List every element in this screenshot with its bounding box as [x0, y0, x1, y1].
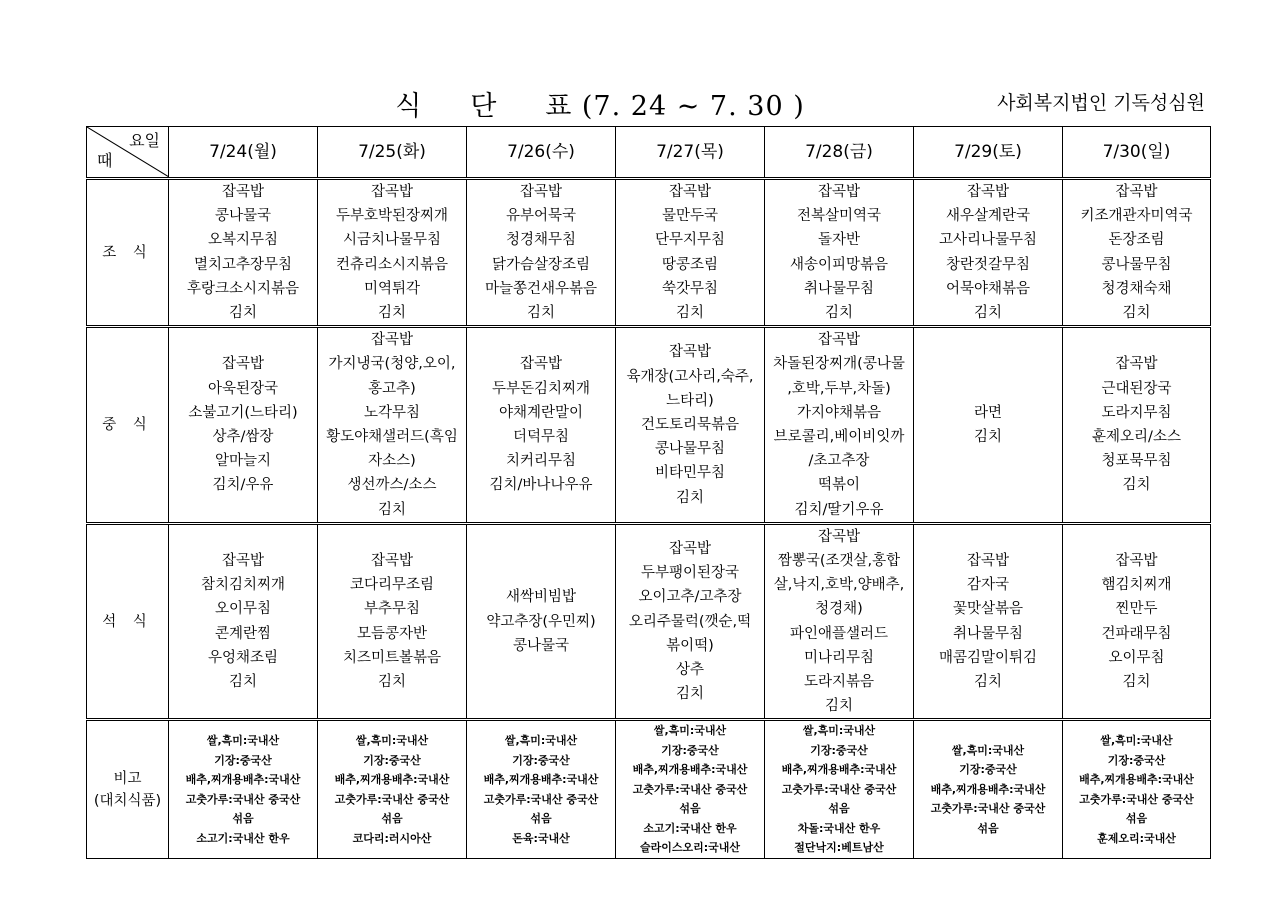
menu-item: 떡볶이	[817, 477, 861, 494]
menu-cell	[318, 179, 467, 327]
menu-item: 닭가슴살장조림	[491, 256, 591, 273]
origin-line: 배추,찌개용배추:국내산	[930, 782, 1046, 796]
menu-item: 도라지무침	[1101, 404, 1172, 421]
menu-item: 오복지무침	[207, 232, 279, 249]
origin-line: 기장:중국산	[810, 743, 868, 757]
menu-item: 잡곡밥	[966, 553, 1010, 570]
menu-item: 참치김치찌개	[200, 577, 286, 594]
menu-item: 잡곡밥	[668, 184, 712, 200]
menu-item: 가지야채볶음	[796, 404, 882, 421]
origin-line: 기장:중국산	[1107, 753, 1166, 767]
menu-item: 육개장(고사리,숙주,	[626, 368, 754, 385]
origin-line: 섞음	[679, 802, 701, 816]
origin-line: 고춧가루:국내산 중국산	[930, 802, 1046, 816]
menu-item: 잡곡밥	[1115, 184, 1158, 200]
origin-line: 섞음	[530, 812, 552, 826]
origin-cell	[467, 720, 616, 859]
menu-item: 새우살계란국	[945, 208, 1031, 225]
menu-cell	[914, 179, 1063, 327]
origin-line: 배추,찌개용배추:국내산	[632, 763, 748, 777]
menu-cell	[914, 523, 1063, 720]
menu-item: 김치/바나나우유	[489, 477, 593, 494]
menu-item: 청경채숙채	[1101, 280, 1172, 297]
meal-label: 석 식	[87, 523, 169, 720]
day-header: 7/29(토)	[914, 127, 1063, 179]
origin-line: 돈육:국내산	[512, 831, 570, 845]
meal-label: 조 식	[87, 179, 169, 327]
menu-item: 매콤김말이튀김	[938, 649, 1038, 666]
menu-item: 전복살미역국	[796, 208, 882, 225]
menu-item: 청경채무침	[505, 232, 577, 249]
menu-item: 잡곡밥	[370, 332, 414, 349]
menu-cell	[169, 523, 318, 720]
menu-item: 건도토리묵볶음	[640, 416, 740, 433]
menu-cell	[765, 327, 914, 524]
menu-item: 잡곡밥	[1115, 553, 1158, 570]
menu-cell	[616, 327, 765, 524]
origin-line: 쌀,흑미:국내산	[802, 724, 876, 738]
menu-item: 김치	[1122, 477, 1151, 494]
menu-item: 오리주물럭(깻순,떡	[628, 613, 752, 630]
menu-cell	[467, 327, 616, 524]
menu-item: 알마늘지	[214, 453, 272, 470]
menu-item: 콩나물국	[512, 637, 570, 654]
menu-item: 잡곡밥	[966, 184, 1010, 200]
menu-item: 김치	[973, 305, 1002, 322]
menu-item: 살,낙지,호박,양배추,	[773, 577, 905, 594]
menu-item: 훈제오리/소스	[1092, 429, 1181, 446]
meal-label: 중 식	[87, 327, 169, 524]
menu-item: ,호박,두부,차돌)	[787, 380, 891, 397]
menu-item: 라면	[973, 404, 1002, 421]
origin-line: 고춧가루:국내산 중국산	[185, 792, 301, 806]
origin-line: 코다리:러시아산	[352, 831, 432, 845]
menu-item: 잡곡밥	[817, 528, 861, 545]
menu-item: 잡곡밥	[370, 553, 414, 570]
origin-line: 고춧가루:국내산 중국산	[334, 792, 450, 806]
origin-cell	[765, 720, 914, 859]
day-header: 7/30(일)	[1063, 127, 1211, 179]
menu-item: 짬뽕국(조갯살,홍합	[777, 553, 901, 570]
origin-line: 배추,찌개용배추:국내산	[1079, 773, 1194, 787]
menu-item: 볶이떡)	[666, 637, 714, 654]
menu-item: 치즈미트볼볶음	[342, 649, 442, 666]
menu-item: 황도야채샐러드(흑임	[326, 429, 458, 446]
menu-item: 파인애플샐러드	[789, 625, 889, 642]
menu-item: 치커리무침	[505, 453, 577, 470]
menu-item: 잡곡밥	[221, 553, 265, 570]
origin-line: 섞음	[381, 812, 403, 826]
menu-item: 잡곡밥	[817, 332, 861, 349]
menu-item: 미나리무침	[803, 649, 875, 666]
menu-item: 김치	[675, 686, 704, 703]
menu-cell	[616, 523, 765, 720]
menu-item: 김치	[377, 674, 406, 691]
menu-item: 청포묵무침	[1101, 453, 1172, 470]
menu-item: 김치	[1122, 674, 1151, 691]
menu-item: 새송이피망볶음	[789, 256, 889, 273]
lunch-row	[87, 327, 1211, 524]
menu-item: 새싹비빔밥	[505, 589, 577, 606]
notes-row	[87, 720, 1211, 859]
menu-item: 두부돈김치찌개	[491, 380, 591, 397]
notes-label-line: (대치식품)	[93, 792, 162, 809]
origin-line: 배추,찌개용배추:국내산	[185, 773, 301, 787]
origin-line: 차돌:국내산 한우	[797, 821, 881, 835]
day-header: 7/27(목)	[616, 127, 765, 179]
origin-line: 절단낙지:베트남산	[794, 841, 884, 855]
origin-line: 고춧가루:국내산 중국산	[781, 782, 897, 796]
menu-item: 코다리무조림	[349, 577, 435, 594]
menu-item: 비타민무침	[654, 465, 726, 482]
origin-line: 소고기:국내산 한우	[643, 821, 737, 835]
menu-item: 꽃맛살볶음	[952, 601, 1024, 618]
menu-item: 가지냉국(청양,오이,	[328, 356, 456, 373]
menu-cell	[1063, 523, 1211, 720]
origin-line: 쌀,흑미:국내산	[355, 734, 429, 748]
menu-item: 취나물무침	[803, 280, 875, 297]
menu-item: 김치	[824, 698, 853, 715]
menu-item: 노각무침	[363, 404, 421, 421]
origin-line: 섞음	[977, 821, 999, 835]
menu-item: 오이무침	[214, 601, 272, 618]
origin-line: 고춧가루:국내산 중국산	[632, 782, 748, 796]
menu-item: 콘계란찜	[214, 625, 272, 642]
menu-item: 두부호박된장찌개	[335, 208, 449, 225]
corner-day-label: 요일	[129, 131, 160, 150]
menu-cell	[169, 327, 318, 524]
menu-item: 고사리나물무침	[938, 232, 1038, 249]
menu-item: 느타리)	[666, 392, 714, 409]
meal-plan-table	[86, 126, 1211, 859]
menu-item: 미역튀각	[363, 280, 421, 297]
origin-cell	[318, 720, 467, 859]
breakfast-row	[87, 179, 1211, 327]
page-title: 식 단 표 (7. 24 ~ 7. 30 )	[395, 91, 805, 122]
menu-item: 상추/쌈장	[212, 429, 274, 446]
menu-item: 더덕무침	[512, 429, 570, 446]
menu-item: 홍고추)	[368, 380, 416, 397]
menu-item: 잡곡밥	[519, 184, 563, 200]
dinner-row	[87, 523, 1211, 720]
menu-cell	[1063, 327, 1211, 524]
menu-item: 약고추장(우민찌)	[486, 613, 596, 630]
day-header: 7/26(수)	[467, 127, 616, 179]
menu-item: 김치	[973, 674, 1002, 691]
origin-line: 쌀,흑미:국내산	[504, 734, 578, 748]
origin-line: 쌀,흑미:국내산	[951, 743, 1025, 757]
menu-cell	[765, 179, 914, 327]
origin-line: 기장:중국산	[512, 753, 570, 767]
menu-item: 땅콩조림	[661, 256, 719, 273]
menu-item: 컨츄리소시지볶음	[335, 256, 449, 273]
origin-line: 배추,찌개용배추:국내산	[781, 763, 897, 777]
menu-item: 어묵야채볶음	[945, 280, 1031, 297]
origin-line: 기장:중국산	[363, 753, 421, 767]
menu-item: 도라지볶음	[803, 674, 875, 691]
origin-line: 배추,찌개용배추:국내산	[334, 773, 450, 787]
menu-item: 잡곡밥	[221, 356, 265, 373]
menu-cell	[1063, 179, 1211, 327]
menu-item: 모듬콩자반	[356, 625, 428, 642]
menu-item: 김치	[377, 501, 406, 518]
menu-item: 근대된장국	[1101, 380, 1172, 397]
menu-item: /초고추장	[808, 453, 870, 470]
menu-item: 잡곡밥	[817, 184, 861, 200]
origin-cell	[1063, 720, 1211, 859]
notes-label-line: 비고	[113, 770, 142, 787]
menu-item: 단무지무침	[654, 232, 726, 249]
menu-item: 청경채)	[815, 601, 863, 618]
menu-item: 시금치나물무침	[342, 232, 442, 249]
menu-item: 부추무침	[363, 601, 421, 618]
menu-cell	[467, 523, 616, 720]
origin-line: 고춧가루:국내산 중국산	[483, 792, 599, 806]
menu-item: 김치	[675, 305, 704, 322]
menu-item: 키조개관자미역국	[1080, 208, 1193, 225]
menu-item: 생선까스/소스	[347, 477, 437, 494]
menu-item: 콩나물국	[214, 208, 272, 225]
menu-item: 김치	[228, 674, 257, 691]
menu-cell	[169, 179, 318, 327]
menu-item: 콩나물무침	[654, 441, 726, 458]
header-row	[87, 127, 1211, 179]
menu-item: 후랑크소시지볶음	[186, 280, 300, 297]
menu-item: 잡곡밥	[221, 184, 265, 200]
menu-item: 유부어묵국	[505, 208, 577, 225]
menu-item: 멸치고추장무침	[193, 256, 293, 273]
origin-line: 섞음	[1125, 812, 1148, 826]
day-header: 7/24(월)	[169, 127, 318, 179]
menu-item: 감자국	[966, 577, 1010, 594]
menu-item: 건파래무침	[1101, 625, 1172, 642]
origin-line: 배추,찌개용배추:국내산	[483, 773, 599, 787]
origin-line: 슬라이스오리:국내산	[639, 841, 741, 855]
menu-item: 아욱된장국	[207, 380, 279, 397]
corner-cell	[87, 127, 169, 179]
menu-item: 상추	[675, 661, 704, 678]
menu-item: 햄김치찌개	[1101, 577, 1172, 594]
menu-item: 콩나물무침	[1101, 256, 1172, 273]
menu-item: 찐만두	[1115, 601, 1158, 618]
origin-line: 훈제오리:국내산	[1097, 831, 1176, 845]
menu-item: 두부팽이된장국	[640, 565, 740, 582]
menu-item: 김치	[1122, 305, 1151, 322]
menu-cell	[467, 179, 616, 327]
menu-item: 차돌된장찌개(콩나물	[773, 356, 905, 373]
day-header: 7/28(금)	[765, 127, 914, 179]
menu-item: 김치	[377, 305, 406, 322]
menu-item: 잡곡밥	[668, 344, 712, 361]
menu-item: 김치/우유	[212, 477, 274, 494]
menu-cell	[914, 327, 1063, 524]
origin-line: 기장:중국산	[959, 763, 1017, 777]
origin-line: 고춧가루:국내산 중국산	[1079, 792, 1194, 806]
menu-item: 오이무침	[1108, 649, 1165, 666]
origin-cell	[616, 720, 765, 859]
menu-item: 소불고기(느타리)	[188, 404, 298, 421]
menu-item: 물만두국	[661, 208, 719, 225]
origin-line: 기장:중국산	[661, 743, 719, 757]
menu-item: 취나물무침	[952, 625, 1024, 642]
menu-item: 브로콜리,베이비잇까	[773, 429, 905, 446]
menu-item: 돌자반	[817, 232, 861, 249]
menu-item: 김치	[228, 305, 257, 322]
origin-line: 쌀,흑미:국내산	[653, 724, 727, 738]
menu-item: 마늘쫑건새우볶음	[484, 280, 598, 297]
origin-line: 섞음	[828, 802, 850, 816]
menu-item: 오이고추/고추장	[638, 589, 742, 606]
corner-meal-label: 때	[97, 150, 113, 170]
menu-item: 김치/딸기우유	[794, 501, 884, 518]
menu-cell	[318, 523, 467, 720]
menu-item: 김치	[824, 305, 853, 322]
menu-cell	[318, 327, 467, 524]
menu-item: 잡곡밥	[1115, 356, 1158, 373]
menu-item: 야채계란말이	[498, 404, 584, 421]
menu-item: 자소스)	[368, 453, 416, 470]
notes-label	[87, 720, 169, 859]
origin-cell	[914, 720, 1063, 859]
origin-line: 소고기:국내산 한우	[196, 831, 290, 845]
origin-cell	[169, 720, 318, 859]
origin-line: 기장:중국산	[214, 753, 272, 767]
origin-line: 쌀,흑미:국내산	[206, 734, 280, 748]
menu-item: 김치	[675, 489, 704, 506]
day-header: 7/25(화)	[318, 127, 467, 179]
menu-item: 돈장조림	[1108, 232, 1165, 249]
menu-item: 우엉채조림	[207, 649, 279, 666]
menu-item: 쑥갓무침	[661, 280, 719, 297]
menu-cell	[616, 179, 765, 327]
menu-item: 창란젓갈무침	[945, 256, 1031, 273]
menu-item: 잡곡밥	[668, 540, 712, 557]
menu-item: 김치	[973, 429, 1002, 446]
origin-line: 섞음	[232, 812, 254, 826]
origin-line: 쌀,흑미:국내산	[1100, 734, 1173, 748]
menu-item: 잡곡밥	[519, 356, 563, 373]
organization-name: 사회복지법인 기독성심원	[997, 92, 1205, 114]
menu-item: 김치	[526, 305, 555, 322]
menu-item: 잡곡밥	[370, 184, 414, 200]
menu-cell	[765, 523, 914, 720]
